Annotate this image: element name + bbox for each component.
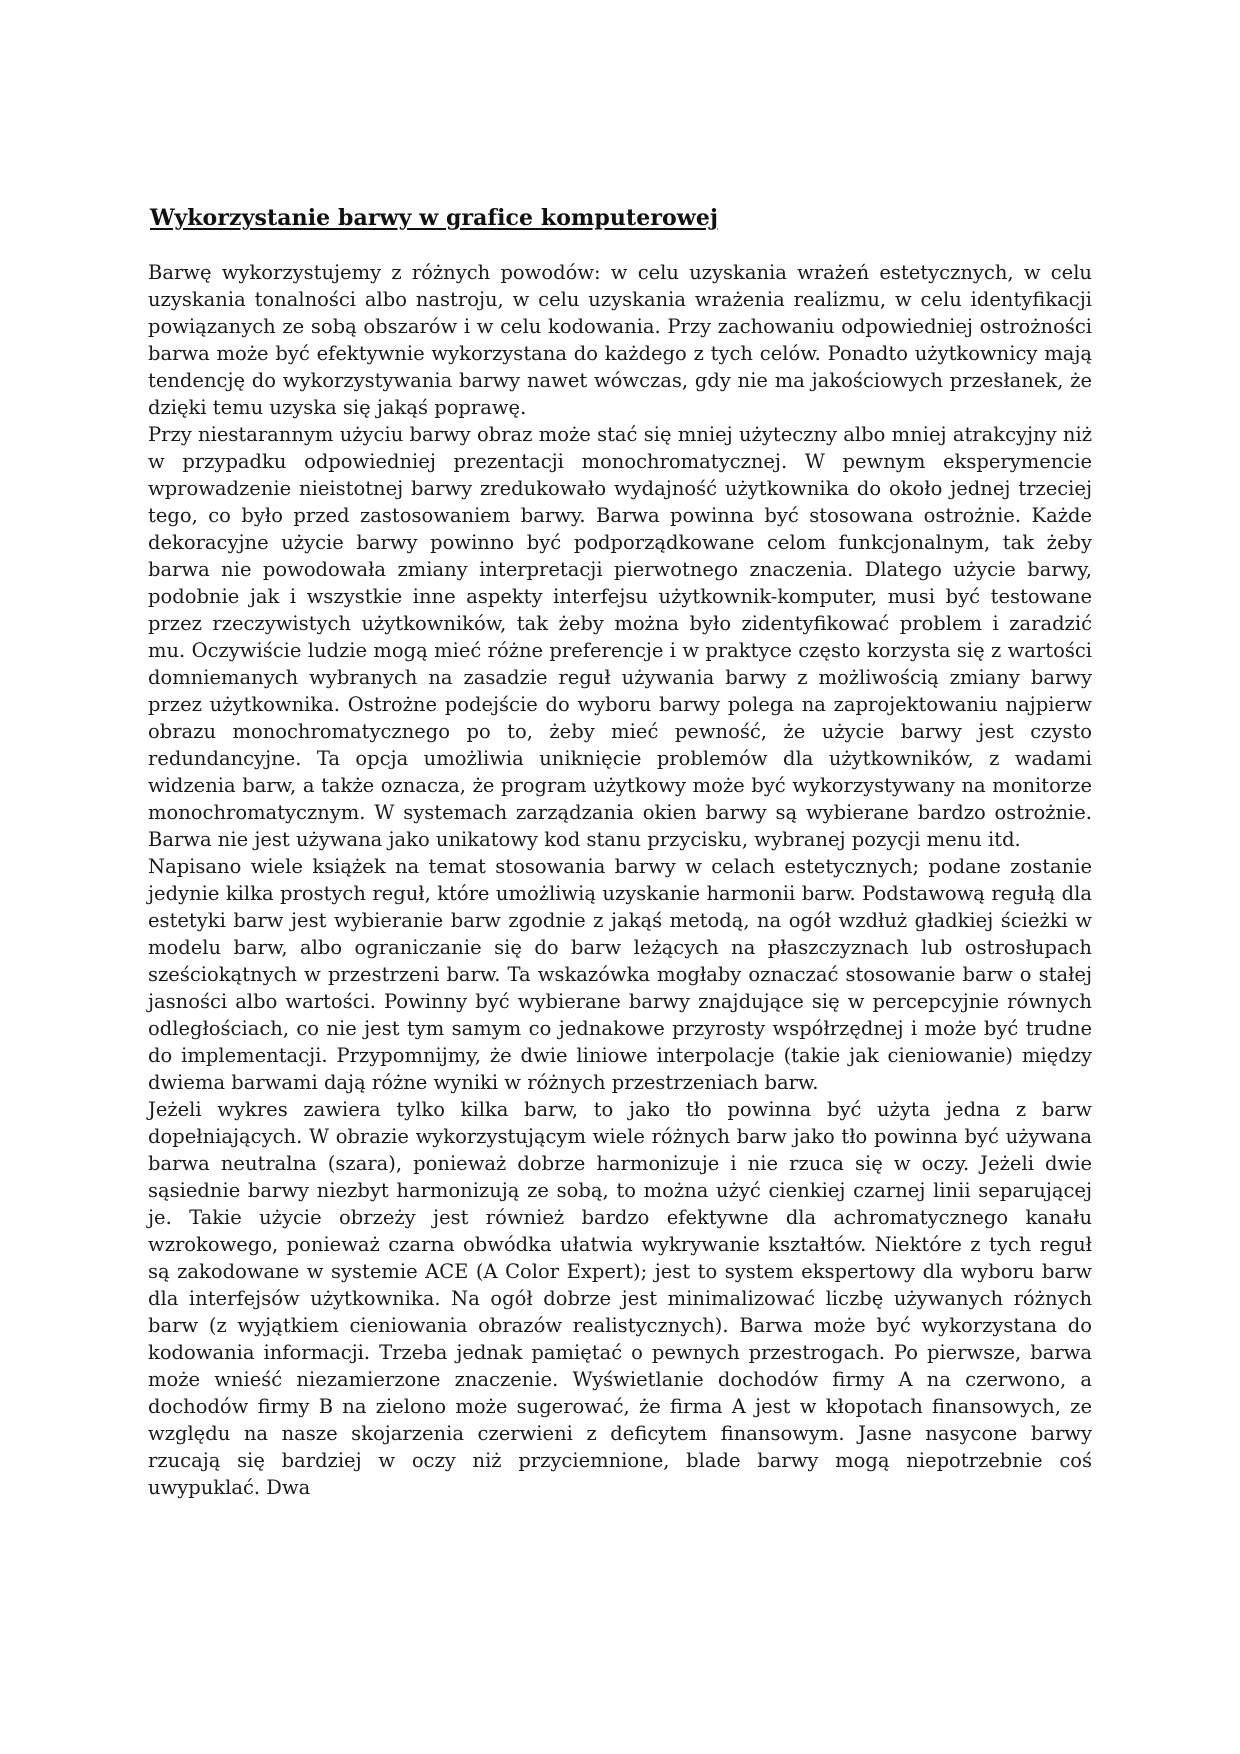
document-title: Wykorzystanie barwy w grafice komputerowej [150,205,719,231]
paragraph: Przy niestarannym użyciu barwy obraz może stać się mniej użyteczny albo mniej atrakcyjny niż w przypadku odpowiedniej prezentacji monochromatycznej. W pewnym eksperymencie wprowadzenie nieistotnej barwy zredukowało wydajność użytkownika do około jednej trzeciej tego, co było przed zastosowaniem barwy. Barwa powinna być stosowana ostrożnie. Każde dekoracyjne użycie barwy powinno być podporządkowane celom funkcjonalnym, tak żeby barwa nie powodowała zmiany interpretacji pierwotnego znaczenia. Dlatego użycie barwy, podobnie jak i wszystkie inne aspekty interfejsu użytkownik-komputer, musi być testowane przez rzeczywistych użytkowników, tak żeby można było zidentyfikować problem i zaradzić mu. Oczywiście ludzie mogą mieć różne preferencje i w praktyce często korzysta się z wartości domniemanych wybranych na zasadzie reguł używania barwy z możliwością zmiany barwy przez użytkownika. Ostrożne podejście do wyboru barwy polega na zaprojektowaniu najpierw obrazu monochromatycznego po to, żeby mieć pewność, że użycie barwy jest czysto redundancyjne. Ta opcja umożliwia uniknięcie problemów dla użytkowników, z wadami widzenia barw, a także oznacza, że program użytkowy może być wykorzystywany na monitorze monochromatycznym. W systemach zarządzania okien barwy są wybierane bardzo ostrożnie. Barwa nie jest używana jako unikatowy kod stanu przycisku, wybranej pozycji menu itd. [148,423,1092,851]
paragraph: Napisano wiele książek na temat stosowania barwy w celach estetycznych; podane zostanie jedynie kilka prostych reguł, które umożliwią uzyskanie harmonii barw. Podstawową regułą dla estetyki barw jest wybieranie barw zgodnie z jakąś metodą, na ogół wzdłuż gładkiej ścieżki w modelu barw, albo ograniczanie się do barw leżących na płaszczyznach lub ostrosłupach sześciokątnych w przestrzeni barw. Ta wskazówka mogłaby oznaczać stosowanie barw o stałej jasności albo wartości. Powinny być wybierane barwy znajdujące się w percepcyjnie równych odległościach, co nie jest tym samym co jednakowe przyrosty współrzędnej i może być trudne do implementacji. Przypomnijmy, że dwie liniowe interpolacje (takie jak cieniowanie) między dwiema barwami dają różne wyniki w różnych przestrzeniach barw. [148,855,1092,1094]
document-body [148,259,1092,1501]
paragraph: Barwę wykorzystujemy z różnych powodów: w celu uzyskania wrażeń estetycznych, w celu uzyskania tonalności albo nastroju, w celu uzyskania wrażenia realizmu, w celu identyfikacji powiązanych ze sobą obszarów i w celu kodowania. Przy zachowaniu odpowiedniej ostrożności barwa może być efektywnie wykorzystana do każdego z tych celów. Ponadto użytkownicy mają tendencję do wykorzystywania barwy nawet wówczas, gdy nie ma jakościowych przesłanek, że dzięki temu uzyska się jakąś poprawę. [148,261,1092,419]
paragraph: Jeżeli wykres zawiera tylko kilka barw, to jako tło powinna być użyta jedna z barw dopełniających. W obrazie wykorzystującym wiele różnych barw jako tło powinna być używana barwa neutralna (szara), ponieważ dobrze harmonizuje i nie rzuca się w oczy. Jeżeli dwie sąsiednie barwy niezbyt harmonizują ze sobą, to można użyć cienkiej czarnej linii separującej je. Takie użycie obrzeży jest również bardzo efektywne dla achromatycznego kanału wzrokowego, ponieważ czarna obwódka ułatwia wykrywanie kształtów. Niektóre z tych reguł są zakodowane w systemie ACE (A Color Expert); jest to system ekspertowy dla wyboru barw dla interfejsów użytkownika. Na ogół dobrze jest minimalizować liczbę używanych różnych barw (z wyjątkiem cieniowania obrazów realistycznych). Barwa może być wykorzystana do kodowania informacji. Trzeba jednak pamiętać o pewnych przestrogach. Po pierwsze, barwa może wnieść niezamierzone znaczenie. Wyświetlanie dochodów firmy A na czerwono, a dochodów firmy B na zielono może sugerować, że firma A jest w kłopotach finansowych, ze względu na nasze skojarzenia czerwieni z deficytem finansowym. Jasne nasycone barwy rzucają się bardziej w oczy niż przyciemnione, blade barwy mogą niepotrzebnie coś uwypuklać. Dwa [148,1098,1092,1499]
